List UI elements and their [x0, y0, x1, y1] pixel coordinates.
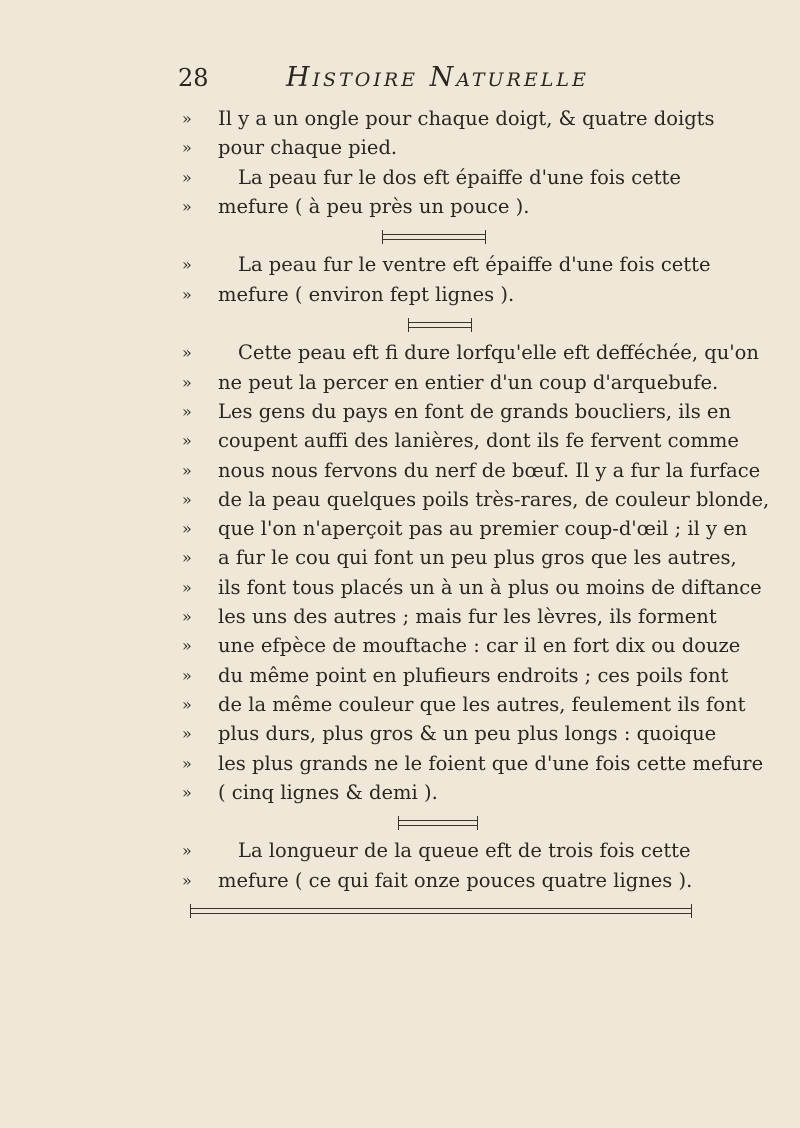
measure-scale — [182, 309, 722, 338]
line-text: a fur le cou qui font un peu plus gros que les autres, — [218, 546, 737, 570]
quote-mark: » — [182, 782, 192, 802]
text-line — [182, 397, 732, 426]
page-body — [182, 104, 770, 924]
text-line — [182, 778, 722, 807]
quote-mark: » — [182, 255, 192, 275]
quote-mark: » — [182, 138, 192, 158]
line-text: mefure ( à peu près un pouce ). — [218, 194, 530, 218]
text-line — [182, 280, 722, 309]
page-number: 28 — [178, 64, 209, 92]
line-text: Les gens du pays en font de grands boucliers, ils en — [218, 399, 732, 423]
quote-mark: » — [182, 724, 192, 744]
line-text: Cette peau eft fi dure lorfqu'elle eft defféchée, qu'on — [238, 341, 759, 365]
text-line — [182, 690, 746, 719]
quote-mark: » — [182, 489, 192, 509]
quote-mark: » — [182, 401, 192, 421]
measure-bar — [398, 820, 478, 826]
quote-mark: » — [182, 753, 192, 773]
text-line — [182, 163, 722, 192]
line-text: ne peut la percer en entier d'un coup d'arquebufe. — [218, 370, 719, 394]
line-text: que l'on n'aperçoit pas au premier coup-d'œil ; il y en — [218, 517, 748, 541]
text-line — [182, 631, 741, 660]
line-text: La peau fur le ventre eft épaiffe d'une fois cette — [238, 253, 711, 277]
line-text: mefure ( environ fept lignes ). — [218, 282, 515, 306]
line-text: une efpèce de mouftache : car il en fort dix ou douze — [218, 634, 741, 658]
line-text: La peau fur le dos eft épaiffe d'une fois cette — [238, 165, 681, 189]
quote-mark: » — [182, 519, 192, 539]
measure-bar — [408, 322, 472, 328]
running-title: Histoire Naturelle — [286, 62, 589, 93]
quote-mark: » — [182, 870, 192, 890]
page-header — [0, 62, 800, 96]
quote-mark: » — [182, 694, 192, 714]
text-line — [182, 866, 722, 895]
measure-scale — [182, 895, 722, 924]
quote-mark: » — [182, 665, 192, 685]
text-line — [182, 514, 748, 543]
quote-mark: » — [182, 109, 192, 128]
measure-bar — [382, 234, 486, 240]
line-text: nous nous fervons du nerf de bœuf. Il y a fur la furface — [218, 458, 761, 482]
line-text: pour chaque pied. — [218, 136, 398, 160]
line-text: ( cinq lignes & demi ). — [218, 780, 438, 804]
text-line — [182, 368, 722, 397]
line-text: les uns des autres ; mais fur les lèvres, ils forment — [218, 605, 717, 629]
measure-bar — [190, 908, 692, 914]
text-line — [182, 250, 722, 279]
quote-mark: » — [182, 167, 192, 187]
text-line — [182, 104, 722, 133]
text-line — [182, 719, 722, 748]
text-line — [182, 543, 737, 572]
line-text: La longueur de la queue eft de trois fois cette — [238, 839, 691, 863]
text-line — [182, 192, 722, 221]
text-line — [182, 749, 764, 778]
quote-mark: » — [182, 607, 192, 627]
line-text: les plus grands ne le foient que d'une fois cette mefure — [218, 751, 764, 775]
text-line — [182, 456, 761, 485]
quote-mark: » — [182, 841, 192, 861]
measure-scale — [182, 807, 722, 836]
text-line — [182, 133, 722, 162]
quote-mark: » — [182, 548, 192, 568]
quote-mark: » — [182, 431, 192, 451]
line-text: coupent auffi des lanières, dont ils fe fervent comme — [218, 429, 739, 453]
quote-mark: » — [182, 343, 192, 363]
line-text: de la peau quelques poils très-rares, de couleur blonde, — [218, 487, 770, 511]
text-line — [182, 836, 722, 865]
text-line — [182, 338, 759, 367]
quote-mark: » — [182, 577, 192, 597]
line-text: du même point en plufieurs endroits ; ces poils font — [218, 663, 729, 687]
line-text: de la même couleur que les autres, feulement ils font — [218, 692, 746, 716]
quote-mark: » — [182, 636, 192, 656]
line-text: mefure ( ce qui fait onze pouces quatre lignes ). — [218, 868, 693, 892]
line-text: plus durs, plus gros & un peu plus longs : quoique — [218, 722, 717, 746]
text-line — [182, 485, 770, 514]
text-line — [182, 573, 762, 602]
line-text: ils font tous placés un à un à plus ou moins de diftance — [218, 575, 762, 599]
line-text: Il y a un ongle pour chaque doigt, & quatre doigts — [218, 107, 715, 130]
text-line — [182, 602, 722, 631]
quote-mark: » — [182, 460, 192, 480]
quote-mark: » — [182, 284, 192, 304]
text-line — [182, 426, 739, 455]
measure-scale — [182, 221, 722, 250]
quote-mark: » — [182, 372, 192, 392]
quote-mark: » — [182, 196, 192, 216]
text-line — [182, 661, 729, 690]
